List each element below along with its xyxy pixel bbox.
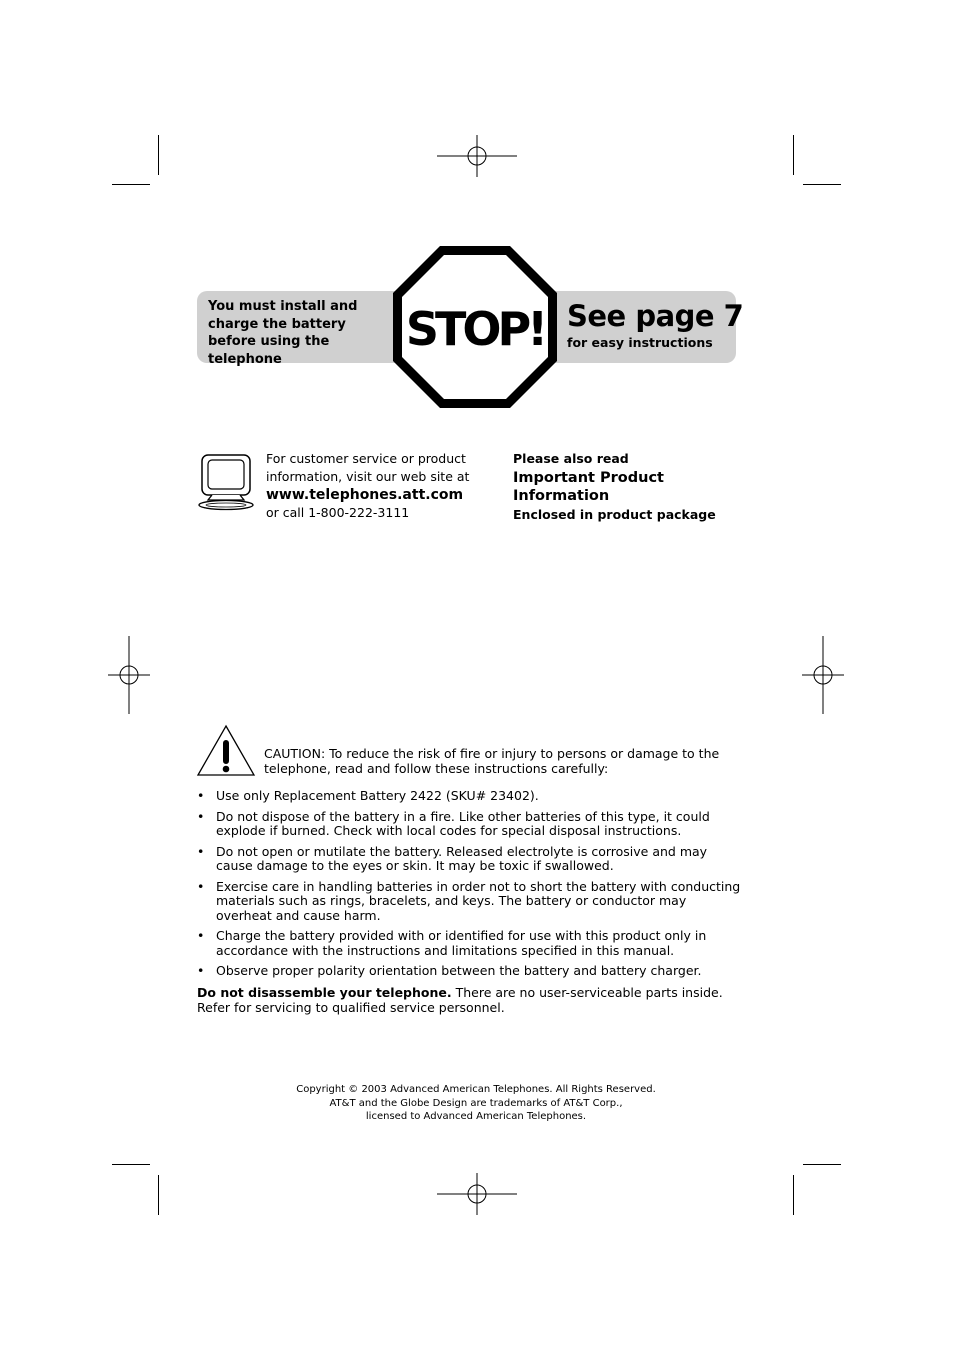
registration-mark-bottom xyxy=(437,1173,517,1215)
list-item: • Observe proper polarity orientation between the battery and battery charger. xyxy=(197,963,702,978)
stop-text: STOP! xyxy=(405,302,545,356)
caution-list xyxy=(197,789,742,985)
stop-sign-icon xyxy=(390,243,560,411)
website-link[interactable]: www.telephones.att.com xyxy=(266,487,464,503)
read-also-block xyxy=(513,450,753,524)
see-page-title: See page 7 xyxy=(567,299,744,333)
copyright-line-1: Copyright © 2003 Advanced American Telephones. All Rights Reserved. xyxy=(296,1084,656,1095)
list-item: • Do not dispose of the battery in a fire. Like other batteries of this type, it could explode if burned. Check with local codes for special disposal instructions. xyxy=(197,808,710,838)
list-item: • Use only Replacement Battery 2422 (SKU# 23402). xyxy=(197,788,539,803)
disassemble-bold: Do not disassemble your telephone. xyxy=(197,985,452,1000)
registration-mark-top xyxy=(437,135,517,177)
install-notice: You must install and charge the battery before using the telephone xyxy=(208,299,358,367)
registration-mark-right xyxy=(802,636,844,714)
list-item: • Exercise care in handling batteries in order not to short the battery with conducting materials such as rings, bracelets, and keys. The battery or conductor may overheat and cause harm. xyxy=(197,878,741,923)
caution-text: CAUTION: To reduce the risk of fire or injury to persons or damage to the telephone, read and follow these instructions carefully: xyxy=(264,746,720,776)
copyright-notice xyxy=(250,1083,702,1124)
phone-number: or call 1-800-222-3111 xyxy=(266,505,410,520)
list-item: • Do not open or mutilate the battery. Released electrolyte is corrosive and may cause damage to the eyes or skin. It may be toxic if swallowed. xyxy=(197,843,708,873)
please-also-read: Please also read xyxy=(513,451,629,466)
see-page-subtitle: for easy instructions xyxy=(567,335,713,350)
customer-service-info xyxy=(266,450,476,522)
disassemble-warning xyxy=(197,986,737,1015)
important-product-info: Important Product Information xyxy=(513,469,664,504)
list-item: • Charge the battery provided with or identified for use with this product only in accordance with the instructions and limitations specified in this manual. xyxy=(197,928,707,958)
computer-icon xyxy=(196,452,256,512)
enclosed-in-package: Enclosed in product package xyxy=(513,506,716,522)
registration-mark-left xyxy=(108,636,150,714)
customer-service-text: For customer service or product information, visit our web site at xyxy=(266,451,470,484)
copyright-line-3: licensed to Advanced American Telephones. xyxy=(365,1111,587,1122)
copyright-line-2: AT&T and the Globe Design are trademarks of AT&T Corp., xyxy=(329,1097,623,1109)
warning-triangle-icon xyxy=(196,724,256,778)
disassemble-rest: There are no user-serviceable parts inside. Refer for servicing to qualified service personnel. xyxy=(197,985,723,1015)
